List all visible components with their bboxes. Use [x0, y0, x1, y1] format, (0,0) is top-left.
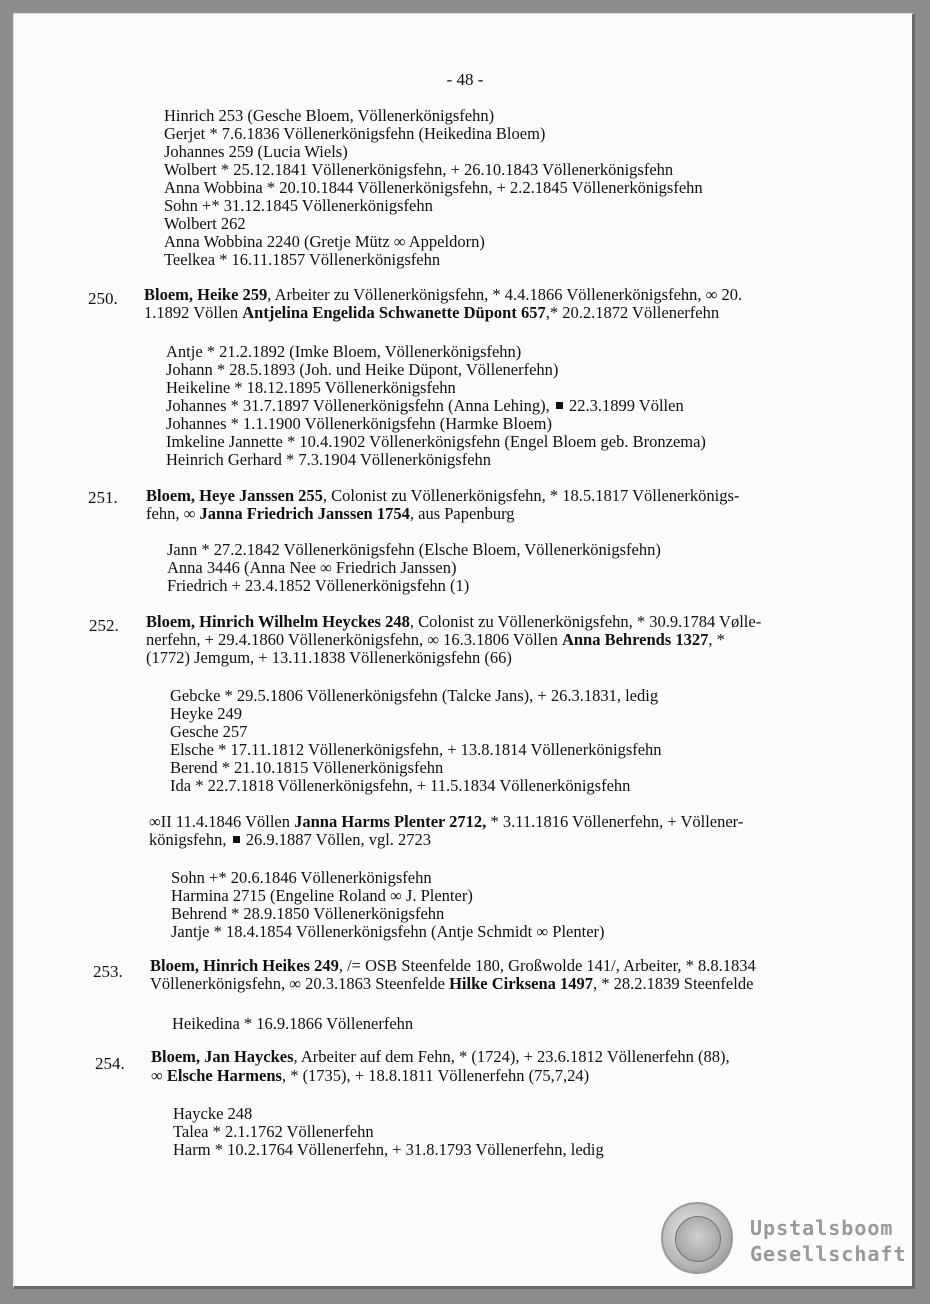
- entry-name: Bloem, Hinrich Heikes 249: [150, 956, 339, 975]
- entry-details: , aus Papenburg: [409, 504, 515, 523]
- list-item: Berend * 21.10.1815 Völlenerkönigsfehn: [170, 758, 444, 777]
- entry-details: nerfehn, + 29.4.1860 Völlenerkönigsfehn, ∞ 16.3.1806 Völlen: [146, 630, 562, 649]
- list-item: Anna Wobbina 2240 (Gretje Mütz ∞ Appeldorn): [164, 232, 485, 251]
- list-item: Gerjet * 7.6.1836 Völlenerkönigsfehn (Heikedina Bloem): [164, 124, 546, 143]
- entry-details: , * (1735), + 18.8.1811 Völlenerfehn (75,7,24): [281, 1066, 590, 1085]
- entry-details: ,* 20.2.1872 Völlenerfehn: [545, 303, 720, 322]
- list-item: Anna 3446 (Anna Nee ∞ Friedrich Janssen): [167, 558, 457, 577]
- spouse-name: Anna Behrends 1327: [561, 630, 709, 649]
- spouse-name: Antjelina Engelida Schwanette Düpont 657: [242, 303, 546, 322]
- entry-details: * 3.11.1816 Völlenerfehn, + Völlener-: [486, 812, 744, 831]
- list-item: Wolbert * 25.12.1841 Völlenerkönigsfehn, + 26.10.1843 Völlenerkönigsfehn: [164, 160, 674, 179]
- list-item: Haycke 248: [173, 1104, 253, 1123]
- entry-name: Bloem, Jan Hayckes: [151, 1047, 294, 1066]
- list-item: Heikeline * 18.12.1895 Völlenerkönigsfehn: [166, 378, 456, 397]
- list-item: Johannes 259 (Lucia Wiels): [164, 142, 348, 161]
- list-item: Ida * 22.7.1818 Völlenerkönigsfehn, + 11.5.1834 Völlenerkönigsfehn: [170, 776, 631, 795]
- list-item: Heikedina * 16.9.1866 Völlenerfehn: [172, 1014, 414, 1033]
- list-item: Friedrich + 23.4.1852 Völlenerkönigsfehn (1): [167, 576, 470, 595]
- page-number: - 48 -: [446, 70, 484, 89]
- logo-text-line2: Gesellschaft: [750, 1242, 907, 1266]
- entry-name: Bloem, Hinrich Wilhelm Heyckes 248: [146, 612, 410, 631]
- list-item: Sohn +* 20.6.1846 Völlenerkönigsfehn: [171, 868, 432, 887]
- entry-details: , Colonist zu Völlenerkönigsfehn, * 30.9.1784 Vølle-: [409, 612, 762, 631]
- list-item: Gesche 257: [170, 722, 248, 741]
- list-item: Elsche * 17.11.1812 Völlenerkönigsfehn, + 13.8.1814 Völlenerkönigsfehn: [170, 740, 662, 759]
- list-item: Antje * 21.2.1892 (Imke Bloem, Völlenerkönigsfehn): [166, 342, 522, 361]
- list-item: Johann * 28.5.1893 (Joh. und Heike Düpont, Völlenerfehn): [166, 360, 559, 379]
- entry-details: , /= OSB Steenfelde 180, Großwolde 141/, Arbeiter, * 8.8.1834: [338, 956, 756, 975]
- list-item: [166, 397, 684, 415]
- spouse-name: Janna Friedrich Janssen 1754: [199, 504, 410, 523]
- list-item: Talea * 2.1.1762 Völlenerfehn: [173, 1122, 374, 1141]
- list-item: Imkeline Jannette * 10.4.1902 Völlenerkönigsfehn (Engel Bloem geb. Bronzema): [166, 432, 706, 451]
- logo-text-line1: Upstalsboom: [750, 1216, 894, 1240]
- entry-details: , *: [708, 630, 725, 649]
- list-item: Behrend * 28.9.1850 Völlenerkönigsfehn: [171, 904, 445, 923]
- list-item: Heinrich Gerhard * 7.3.1904 Völlenerkönigsfehn: [166, 450, 492, 469]
- entry-details: fehn, ∞: [146, 504, 200, 523]
- entry-number: 254.: [95, 1054, 125, 1073]
- entry-details: ∞: [151, 1066, 167, 1085]
- seal-icon: [661, 1202, 733, 1274]
- entry-number: 253.: [93, 962, 123, 981]
- marriage-symbol-icon: [233, 836, 240, 843]
- child-text: 22.3.1899 Völlen: [568, 396, 684, 415]
- entry-details: königsfehn,: [149, 830, 227, 849]
- list-item: Jann * 27.2.1842 Völlenerkönigsfehn (Elsche Bloem, Völlenerkönigsfehn): [167, 540, 661, 559]
- list-item: Hinrich 253 (Gesche Bloem, Völlenerkönigsfehn): [164, 106, 495, 125]
- entry-details: , Arbeiter auf dem Fehn, * (1724), + 23.6.1812 Völlenerfehn (88),: [293, 1047, 730, 1066]
- spouse-name: Elsche Harmens: [166, 1066, 282, 1085]
- entry-details: , * 28.2.1839 Steenfelde: [593, 974, 754, 993]
- list-item: Gebcke * 29.5.1806 Völlenerkönigsfehn (Talcke Jans), + 26.3.1831, ledig: [170, 686, 659, 705]
- entry-details: Völlenerkönigsfehn, ∞ 20.3.1863 Steenfelde: [150, 974, 450, 993]
- entry-details: 1.1892 Völlen: [144, 303, 243, 322]
- entry-details: , Arbeiter zu Völlenerkönigsfehn, * 4.4.1866 Völlenerkönigsfehn, ∞ 20.: [267, 285, 743, 304]
- entry-details: ∞II 11.4.1846 Völlen: [149, 812, 295, 831]
- list-item: Harmina 2715 (Engeline Roland ∞ J. Plenter): [171, 886, 473, 905]
- entry-number: 250.: [88, 289, 118, 308]
- list-item: Johannes * 1.1.1900 Völlenerkönigsfehn (Harmke Bloem): [166, 414, 552, 433]
- entry-number: 252.: [89, 616, 119, 635]
- list-item: Teelkea * 16.11.1857 Völlenerkönigsfehn: [164, 250, 441, 269]
- entry-details: (1772) Jemgum, + 13.11.1838 Völlenerkönigsfehn (66): [146, 648, 512, 667]
- child-text: Johannes * 31.7.1897 Völlenerkönigsfehn (Anna Lehing),: [166, 396, 550, 415]
- marriage-symbol-icon: [556, 402, 563, 409]
- list-item: Sohn +* 31.12.1845 Völlenerkönigsfehn: [164, 196, 433, 215]
- entry-name: Bloem, Heike 259: [144, 285, 268, 304]
- spouse-name: Janna Harms Plenter 2712,: [294, 812, 487, 831]
- list-item: Jantje * 18.4.1854 Völlenerkönigsfehn (Antje Schmidt ∞ Plenter): [171, 922, 605, 941]
- entry-details: 26.9.1887 Völlen, vgl. 2723: [245, 830, 432, 849]
- list-item: Wolbert 262: [164, 214, 246, 233]
- list-item: Heyke 249: [170, 704, 242, 723]
- list-item: Harm * 10.2.1764 Völlenerfehn, + 31.8.1793 Völlenerfehn, ledig: [173, 1140, 604, 1159]
- entry-details: , Colonist zu Völlenerkönigsfehn, * 18.5.1817 Völlenerkönigs-: [322, 486, 740, 505]
- entry-number: 251.: [88, 488, 118, 507]
- list-item: Anna Wobbina * 20.10.1844 Völlenerkönigsfehn, + 2.2.1845 Völlenerkönigsfehn: [164, 178, 703, 197]
- spouse-name: Hilke Cirksena 1497: [449, 974, 594, 993]
- entry-name: Bloem, Heye Janssen 255: [146, 486, 323, 505]
